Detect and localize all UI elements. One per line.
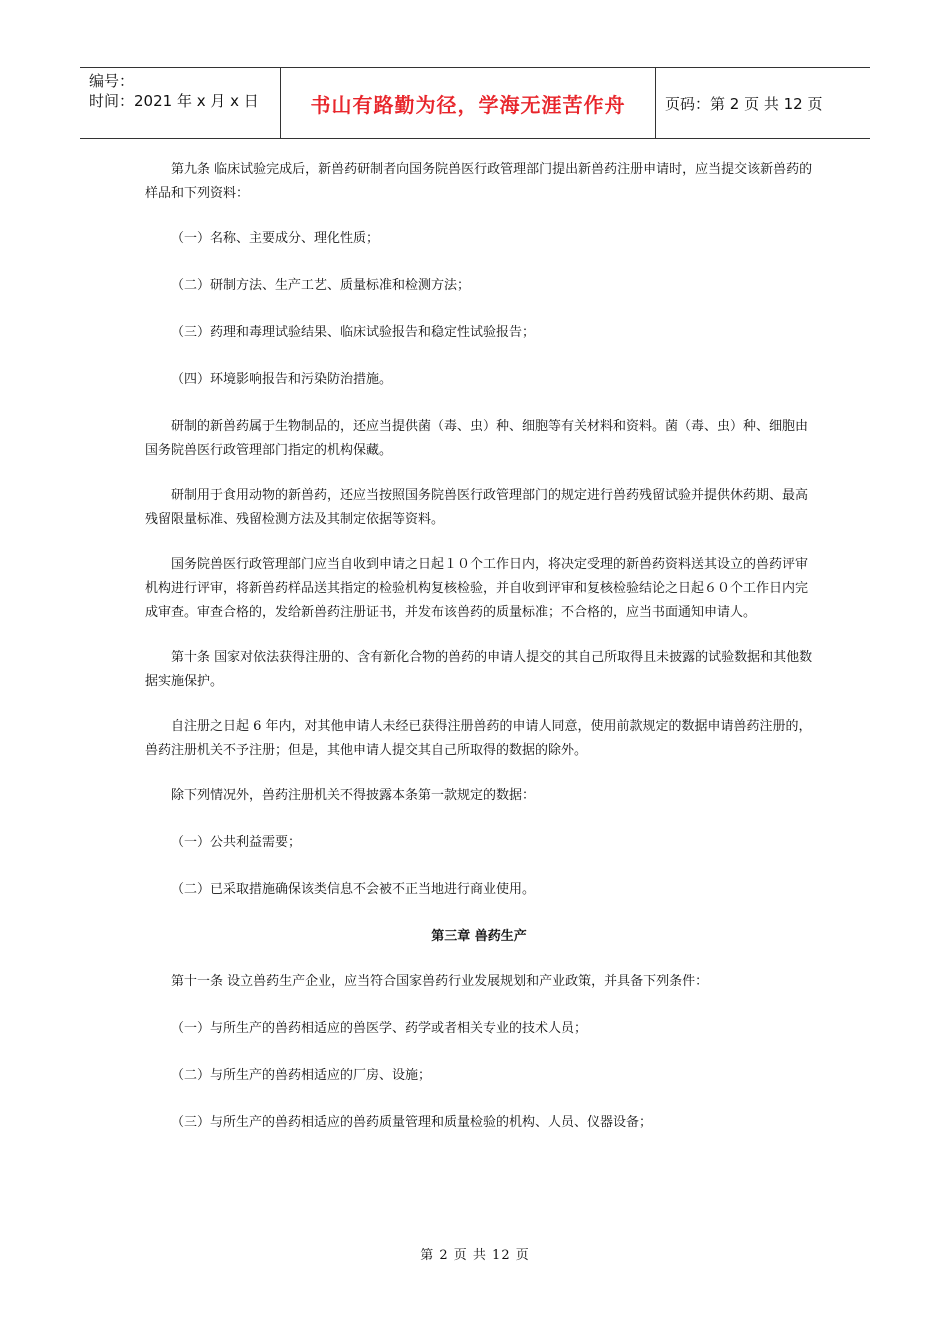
list-item: （二）已采取措施确保该类信息不会被不正当地进行商业使用。	[171, 882, 536, 897]
page-header	[80, 67, 870, 139]
paragraph: 国务院兽医行政管理部门应当自收到申请之日起１０个工作日内，将决定受理的新兽药资料送其设立的兽药评审机构进行评审，将新兽药样品送其指定的检验机构复核检验，并自收到评审和复核检验结论之日起６０个工作日内完成审查。审查合格的，发给新兽药注册证书，并发布该兽药的质量标准；不合格的，应当书面通知申请人。	[145, 557, 809, 620]
header-left-cell	[80, 68, 281, 138]
document-number-label: 编号：	[89, 72, 135, 90]
paragraph-article-10: 第十条 国家对依法获得注册的、含有新化合物的兽药的申请人提交的其自己所取得且未披露的试验数据和其他数据实施保护。	[145, 650, 813, 689]
page-footer: 第 2 页 共 12 页	[420, 1248, 530, 1263]
paragraph-article-9: 第九条 临床试验完成后，新兽药研制者向国务院兽医行政管理部门提出新兽药注册申请时，应当提交该新兽药的样品和下列资料：	[145, 162, 813, 201]
document-body	[145, 158, 813, 1158]
header-motto: 书山有路勤为径，学海无涯苦作舟	[281, 68, 656, 138]
list-item: （二）研制方法、生产工艺、质量标准和检测方法；	[171, 278, 471, 293]
list-item: （一）名称、主要成分、理化性质；	[171, 231, 380, 246]
paragraph: 研制用于食用动物的新兽药，还应当按照国务院兽医行政管理部门的规定进行兽药残留试验并提供休药期、最高残留限量标准、残留检测方法及其制定依据等资料。	[145, 488, 809, 527]
chapter-title: 第三章 兽药生产	[431, 929, 527, 944]
paragraph: 自注册之日起 6 年内，对其他申请人未经已获得注册兽药的申请人同意，使用前款规定的数据申请兽药注册的，兽药注册机关不予注册；但是，其他申请人提交其自己所取得的数据的除外。	[145, 719, 812, 758]
paragraph: 研制的新兽药属于生物制品的，还应当提供菌（毒、虫）种、细胞等有关材料和资料。菌（毒、虫）种、细胞由国务院兽医行政管理部门指定的机构保藏。	[145, 419, 809, 458]
list-item: （四）环境影响报告和污染防治措施。	[171, 372, 393, 387]
list-item: （一）与所生产的兽药相适应的兽医学、药学或者相关专业的技术人员；	[171, 1021, 588, 1036]
list-item: （二）与所生产的兽药相适应的厂房、设施；	[171, 1068, 432, 1083]
list-item: （三）与所生产的兽药相适应的兽药质量管理和质量检验的机构、人员、仪器设备；	[171, 1115, 653, 1130]
paragraph-article-11: 第十一条 设立兽药生产企业，应当符合国家兽药行业发展规划和产业政策，并具备下列条件：	[171, 974, 709, 989]
document-date: 时间：2021 年 x 月 x 日	[89, 92, 259, 110]
header-page-info: 页码：第 2 页 共 12 页	[665, 94, 823, 113]
paragraph: 除下列情况外，兽药注册机关不得披露本条第一款规定的数据：	[171, 788, 536, 803]
list-item: （三）药理和毒理试验结果、临床试验报告和稳定性试验报告；	[171, 325, 536, 340]
list-item: （一）公共利益需要；	[171, 835, 302, 850]
